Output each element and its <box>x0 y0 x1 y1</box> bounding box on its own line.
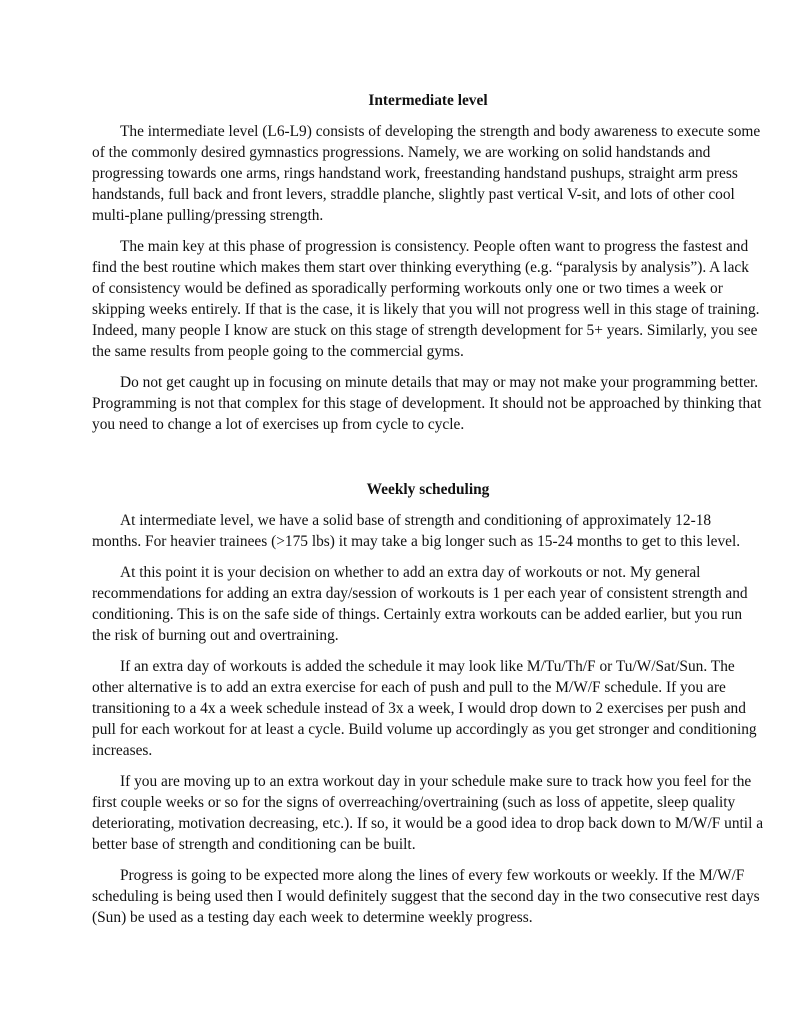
paragraph: The main key at this phase of progression is consistency. People often want to progress the fastest and find the best routine which makes them start over thinking everything (e.g. “paralysis by analysis”). A lack of consistency would be defined as sporadically performing workouts only one or two times a week or skipping weeks entirely. If that is the case, it is likely that you will not progress well in this stage of training. Indeed, many people I know are stuck on this stage of strength development for 5+ years. Similarly, you see the same results from people going to the commercial gyms. <box>92 238 760 360</box>
paragraph: At intermediate level, we have a solid base of strength and conditioning of approximately 12-18 months. For heavier trainees (>175 lbs) it may take a big longer such as 15-24 months to get to this level. <box>92 512 741 550</box>
section-spacer <box>92 445 764 479</box>
document-page <box>92 90 764 938</box>
paragraph: The intermediate level (L6-L9) consists of developing the strength and body awareness to execute some of the commonly desired gymnastics progressions. Namely, we are working on solid handstands and progressing towards one arms, rings handstand work, freestanding handstand pushups, straight arm press handstands, full back and front levers, straddle planche, slightly past vertical V-sit, and lots of other cool multi-plane pulling/pressing strength. <box>92 123 761 224</box>
section-heading: Weekly scheduling <box>366 481 490 498</box>
paragraph: At this point it is your decision on whether to add an extra day of workouts or not. My general recommendations for adding an extra day/session of workouts is 1 per each year of consistent strength and conditioning. This is on the safe side of things. Certainly extra workouts can be added earlier, but you run the risk of burning out and overtraining. <box>92 564 748 644</box>
section-heading: Intermediate level <box>368 92 488 109</box>
paragraph: If an extra day of workouts is added the schedule it may look like M/Tu/Th/F or Tu/W/Sat/Sun. The other alternative is to add an extra exercise for each of push and pull to the M/W/F schedule. If you are transitioning to a 4x a week schedule instead of 3x a week, I would drop down to 2 exercises per push and pull for each workout for at least a cycle. Build volume up accordingly as you get stronger and conditioning increases. <box>92 658 757 759</box>
section-intermediate-level <box>92 90 764 435</box>
paragraph: Progress is going to be expected more along the lines of every few workouts or weekly. If the M/W/F scheduling is being used then I would definitely suggest that the second day in the two consecutive rest days (Sun) be used as a testing day each week to determine weekly progress. <box>92 867 760 926</box>
paragraph: Do not get caught up in focusing on minute details that may or may not make your programming better. Programming is not that complex for this stage of development. It should not be approached by thinking that you need to change a lot of exercises up from cycle to cycle. <box>92 374 762 433</box>
section-weekly-scheduling <box>92 479 764 928</box>
paragraph: If you are moving up to an extra workout day in your schedule make sure to track how you feel for the first couple weeks or so for the signs of overreaching/overtraining (such as loss of appetite, sleep quality deteriorating, motivation decreasing, etc.). If so, it would be a good idea to drop back down to M/W/F until a better base of strength and conditioning can be built. <box>92 773 764 853</box>
